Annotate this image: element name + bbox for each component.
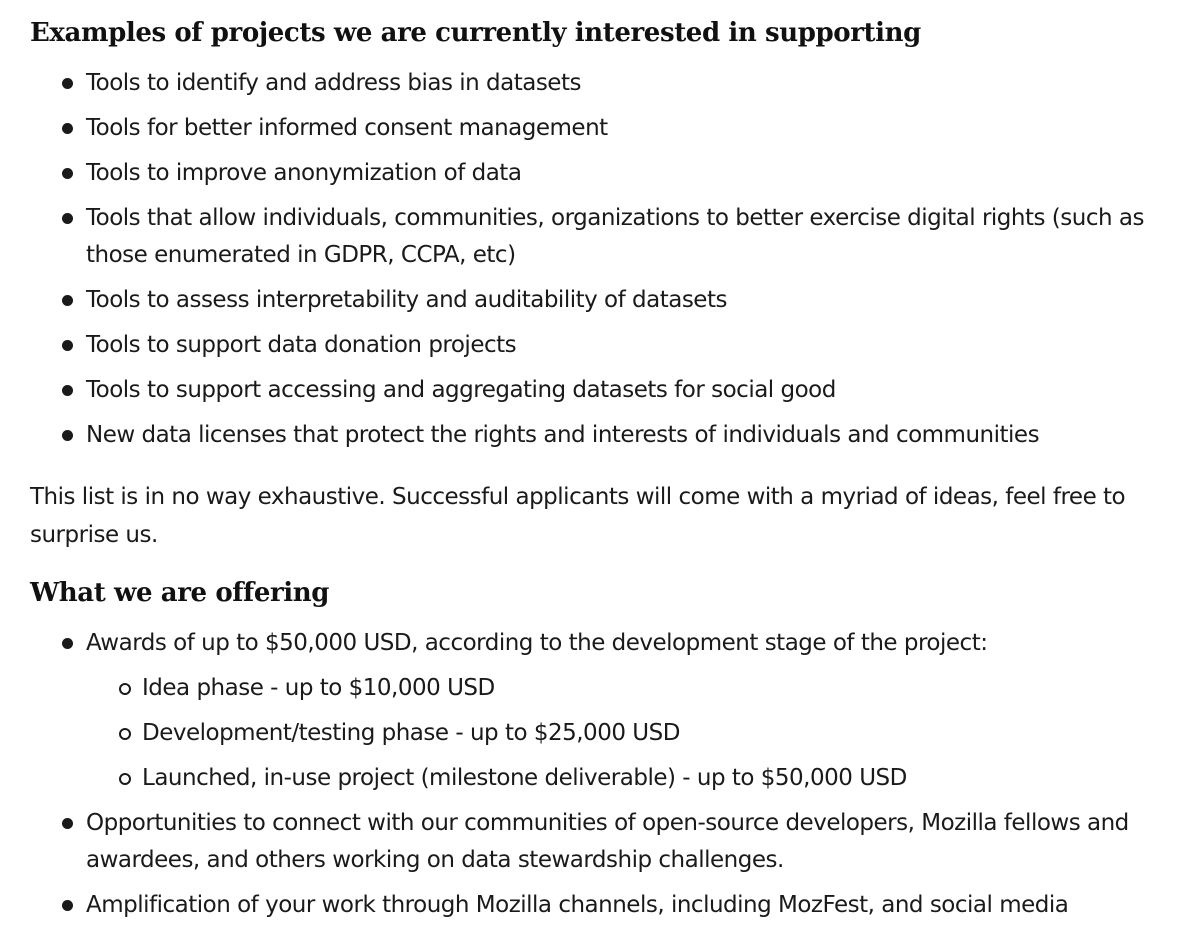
list-item bbox=[30, 65, 1180, 102]
list-item-text: Tools to improve anonymization of data bbox=[86, 160, 522, 187]
list-item-text: Awards of up to $50,000 USD, according to the development stage of the project: bbox=[86, 630, 988, 657]
list-item-text: Tools to support data donation projects bbox=[86, 332, 517, 359]
examples-list bbox=[30, 65, 1180, 454]
section-heading-offering: What we are offering bbox=[30, 578, 330, 609]
intro-paragraph: This list is in no way exhaustive. Successful applicants will come with a myriad of ideas, feel free to surprise us. bbox=[30, 484, 1126, 549]
list-item-text: Tools to identify and address bias in datasets bbox=[86, 70, 581, 97]
sub-list-item bbox=[142, 715, 1180, 752]
bullet-icon bbox=[62, 295, 73, 306]
hollow-bullet-icon bbox=[119, 773, 131, 785]
list-item bbox=[30, 110, 1180, 147]
hollow-bullet-icon bbox=[119, 683, 131, 695]
bullet-icon bbox=[62, 213, 73, 224]
bullet-icon bbox=[62, 78, 73, 89]
list-item bbox=[30, 887, 1180, 924]
hollow-bullet-icon bbox=[119, 728, 131, 740]
list-item-text: Tools to support accessing and aggregating datasets for social good bbox=[86, 377, 836, 404]
sub-list-item-text: Idea phase - up to $10,000 USD bbox=[142, 675, 495, 702]
list-item bbox=[30, 417, 1180, 454]
bullet-icon bbox=[62, 818, 73, 829]
list-item bbox=[30, 625, 1180, 797]
article-content bbox=[30, 18, 1180, 924]
list-item bbox=[30, 327, 1180, 364]
list-item-text: Opportunities to connect with our communities of open-source developers, Mozilla fellows and awardees, and others working on data stewardship challenges. bbox=[86, 810, 1129, 874]
list-item-text: Tools that allow individuals, communities, organizations to better exercise digital rights (such as those enumerated in GDPR, CCPA, etc) bbox=[86, 205, 1144, 269]
list-item bbox=[30, 282, 1180, 319]
list-item bbox=[30, 372, 1180, 409]
offering-list bbox=[30, 625, 1180, 924]
list-item-text: Amplification of your work through Mozilla channels, including MozFest, and social media bbox=[86, 892, 1069, 919]
bullet-icon bbox=[62, 430, 73, 441]
bullet-icon bbox=[62, 123, 73, 134]
section-heading-examples: Examples of projects we are currently interested in supporting bbox=[30, 18, 921, 48]
sub-list-item-text: Launched, in-use project (milestone deliverable) - up to $50,000 USD bbox=[142, 765, 907, 792]
bullet-icon bbox=[62, 638, 73, 649]
list-item-text: Tools to assess interpretability and auditability of datasets bbox=[86, 287, 727, 314]
award-tiers-list bbox=[86, 670, 1180, 797]
bullet-icon bbox=[62, 168, 73, 179]
bullet-icon bbox=[62, 340, 73, 351]
sub-list-item-text: Development/testing phase - up to $25,000 USD bbox=[142, 720, 680, 747]
list-item bbox=[30, 155, 1180, 192]
sub-list-item bbox=[142, 670, 1180, 707]
list-item bbox=[30, 200, 1180, 274]
list-item-text: Tools for better informed consent management bbox=[86, 115, 608, 142]
bullet-icon bbox=[62, 385, 73, 396]
list-item bbox=[30, 805, 1180, 879]
bullet-icon bbox=[62, 900, 73, 911]
list-item-text: New data licenses that protect the rights and interests of individuals and communities bbox=[86, 422, 1040, 449]
sub-list-item bbox=[142, 760, 1180, 797]
